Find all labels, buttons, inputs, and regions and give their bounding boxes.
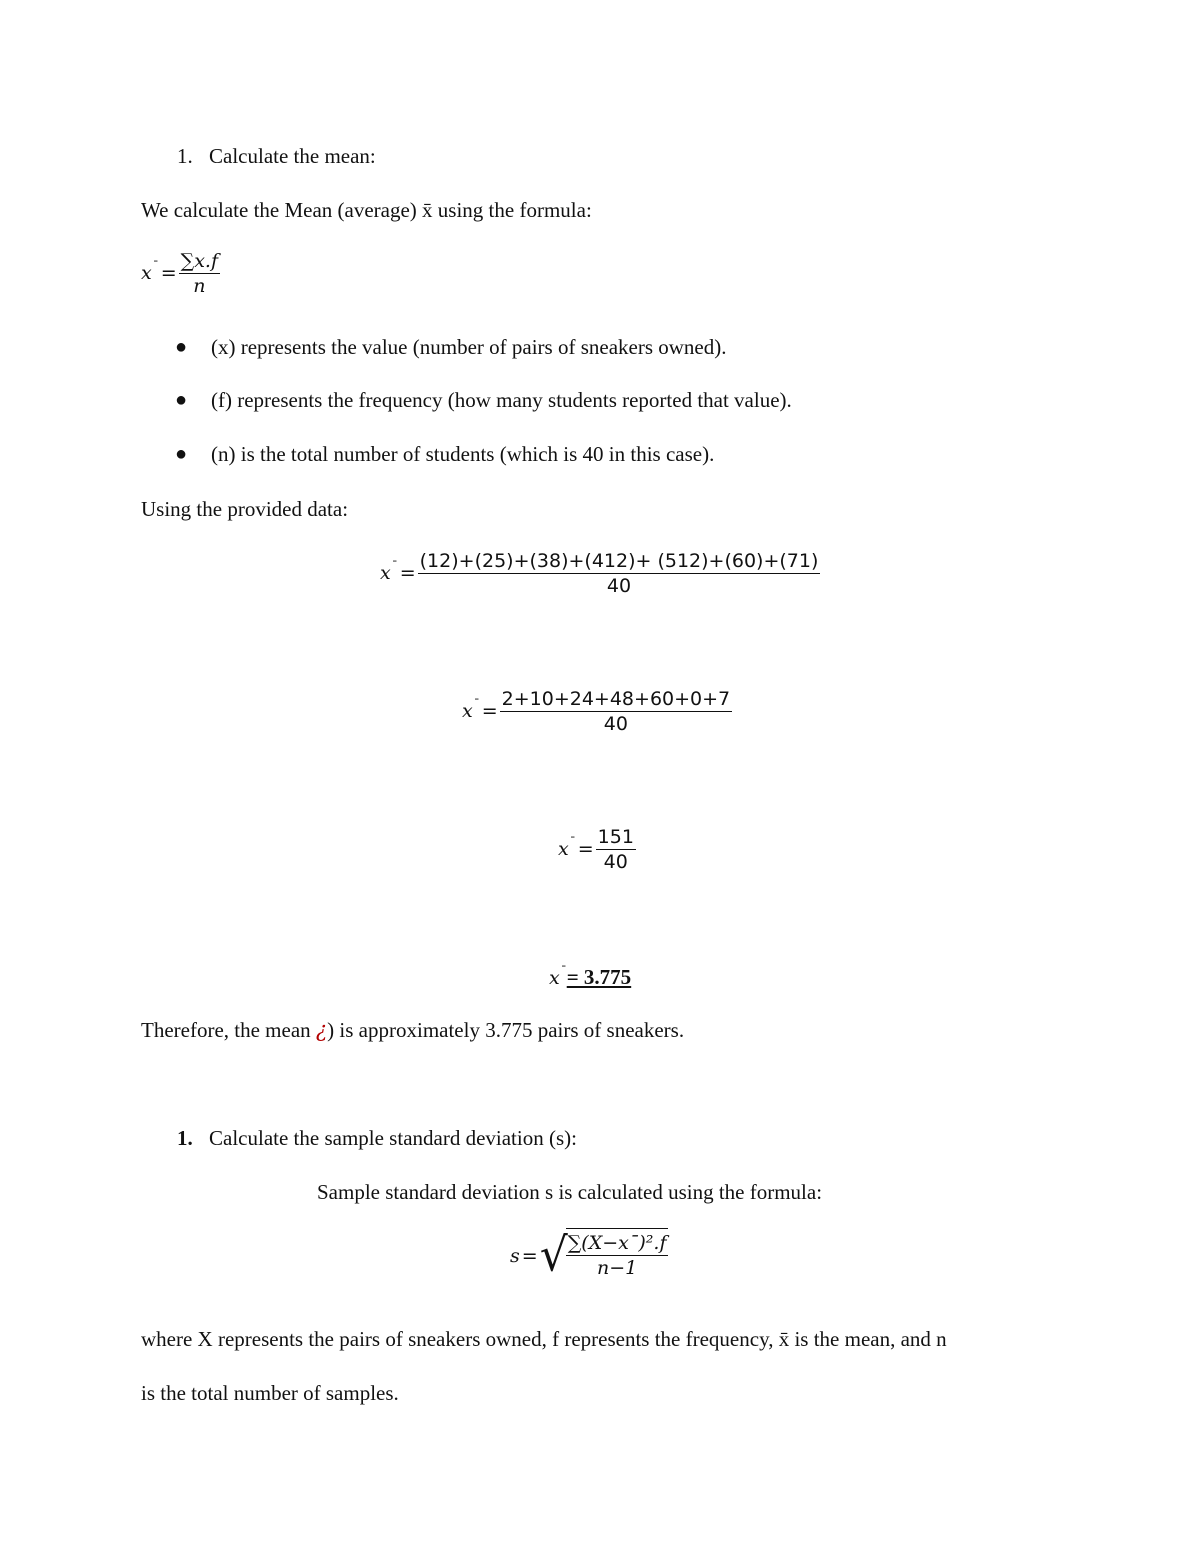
fraction-denominator: 40: [603, 851, 628, 873]
fraction-numerator: ∑(X−x¯)².f: [567, 1232, 667, 1254]
x-symbol: x: [558, 838, 569, 860]
conclusion-text-end: ) is approximately 3.775 pairs of sneakers.: [327, 1018, 685, 1042]
x-symbol: x: [549, 967, 560, 989]
inverted-question-mark: ¿: [315, 1018, 328, 1042]
equals-sign: =: [481, 700, 498, 722]
bar-symbol: ¯: [391, 559, 398, 573]
fraction-numerator: ∑x.f: [180, 250, 218, 272]
fraction-numerator: (12)+(25)+(38)+(412)+ (512)+(60)+(71): [419, 550, 819, 572]
mean-step1: [380, 550, 820, 597]
bullet-icon: ●: [175, 389, 188, 411]
bullet-item-x: (x) represents the value (number of pairs of sneakers owned).: [211, 335, 727, 359]
fraction-numerator: 2+10+24+48+60+0+7: [501, 688, 731, 710]
x-symbol: x: [380, 562, 391, 584]
bullet-icon: ●: [175, 443, 188, 465]
heading-text: Calculate the sample standard deviation (s):: [209, 1126, 577, 1150]
fraction-denominator: 40: [606, 575, 632, 597]
using-data-text: Using the provided data:: [141, 497, 349, 521]
std-formula: [510, 1228, 668, 1284]
std-intro: Sample standard deviation s is calculated using the formula:: [317, 1180, 823, 1204]
step2-fraction: [500, 688, 733, 735]
conclusion-text-start: Therefore, the mean: [141, 1018, 316, 1042]
list-number: 1.: [177, 1126, 193, 1150]
equals-sign: =: [160, 262, 177, 284]
mean-fraction: [179, 250, 220, 297]
equals-sign: =: [577, 838, 594, 860]
mean-formula: [141, 250, 220, 297]
x-symbol: x: [462, 700, 473, 722]
result-value: = 3.775: [566, 965, 632, 989]
bar-symbol: ¯: [473, 697, 480, 711]
mean-step3: [558, 826, 636, 873]
std-fraction: [566, 1232, 669, 1279]
mean-intro: We calculate the Mean (average) x̄ using the formula:: [141, 198, 592, 222]
bar-symbol: ¯: [560, 964, 567, 978]
std-explanation-line1: where X represents the pairs of sneakers owned, f represents the frequency, x̄ is the mean, and n: [141, 1327, 947, 1351]
list-number: 1.: [177, 144, 193, 168]
fraction-denominator: 40: [603, 713, 628, 735]
bullet-icon: ●: [175, 336, 188, 358]
bullet-item-n: (n) is the total number of students (which is 40 in this case).: [211, 442, 715, 466]
std-explanation-line2: is the total number of samples.: [141, 1381, 399, 1405]
fraction-denominator: n: [193, 275, 206, 297]
step3-fraction: [596, 826, 636, 873]
x-symbol: x: [141, 262, 152, 284]
s-symbol: s: [510, 1245, 520, 1267]
section2-heading: [177, 1126, 577, 1151]
bullet-item-f: (f) represents the frequency (how many students reported that value).: [211, 388, 792, 412]
mean-result: [549, 964, 631, 990]
heading-text: Calculate the mean:: [209, 144, 376, 168]
radicand: [566, 1228, 669, 1284]
equals-sign: =: [521, 1245, 538, 1267]
square-root: [540, 1228, 669, 1284]
bar-symbol: ¯: [152, 259, 159, 273]
fraction-numerator: 151: [597, 826, 634, 848]
equals-sign: =: [399, 562, 416, 584]
step1-fraction: [418, 550, 821, 597]
bar-symbol: ¯: [569, 835, 576, 849]
fraction-denominator: n−1: [596, 1257, 638, 1279]
radical-icon: √: [539, 1228, 568, 1283]
section1-heading: [177, 144, 376, 169]
mean-conclusion: [141, 1018, 684, 1043]
mean-step2: [462, 688, 732, 735]
